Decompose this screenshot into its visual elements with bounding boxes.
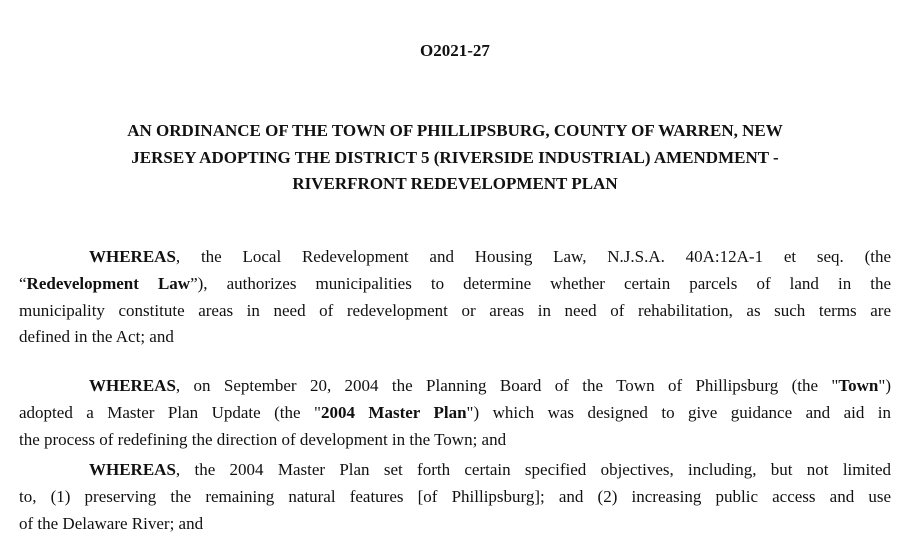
title-line-3: RIVERFRONT REDEVELOPMENT PLAN [292, 174, 618, 193]
whereas-paragraph-3 [19, 457, 891, 537]
defined-term: Town [838, 376, 879, 395]
whereas-lead: WHEREAS [89, 247, 176, 266]
title-line-2: JERSEY ADOPTING THE DISTRICT 5 (RIVERSIDE INDUSTRIAL) AMENDMENT - [131, 147, 779, 167]
ordinance-number: O2021-27 [420, 41, 490, 60]
whereas-paragraph-1 [19, 244, 891, 351]
paragraph-line: WHEREAS, on September 20, 2004 the Planning Board of the Town of Phillipsburg (the "Town") [89, 376, 891, 395]
paragraph-line: “Redevelopment Law”), authorizes municipalities to determine whether certain parcels of land in the [19, 273, 892, 293]
paragraph-line: WHEREAS, the Local Redevelopment and Housing Law, N.J.S.A. 40A:12A-1 et seq. (the [89, 247, 891, 266]
paragraph-line: defined in the Act; and [19, 327, 174, 347]
whereas-paragraph-2 [19, 373, 891, 453]
paragraph-line: of the Delaware River; and [19, 513, 204, 533]
whereas-lead: WHEREAS [89, 460, 176, 479]
ordinance-title [40, 118, 870, 198]
paragraph-line: adopted a Master Plan Update (the "2004 Master Plan") which was designed to give guidance and aid in [19, 402, 892, 422]
paragraph-line: municipality constitute areas in need of redevelopment or areas in need of rehabilitation, as such terms are [19, 300, 891, 320]
title-line-1: AN ORDINANCE OF THE TOWN OF PHILLIPSBURG, COUNTY OF WARREN, NEW [127, 121, 783, 140]
paragraph-line: to, (1) preserving the remaining natural features [of Phillipsburg]; and (2) increasing public access and use [19, 486, 891, 506]
paragraph-line: the process of redefining the direction of development in the Town; and [19, 429, 507, 449]
defined-term: Redevelopment Law [26, 273, 191, 293]
defined-term: 2004 Master Plan [320, 402, 467, 422]
whereas-lead: WHEREAS [89, 376, 176, 395]
paragraph-line: WHEREAS, the 2004 Master Plan set forth certain specified objectives, including, but not limited [89, 460, 891, 479]
